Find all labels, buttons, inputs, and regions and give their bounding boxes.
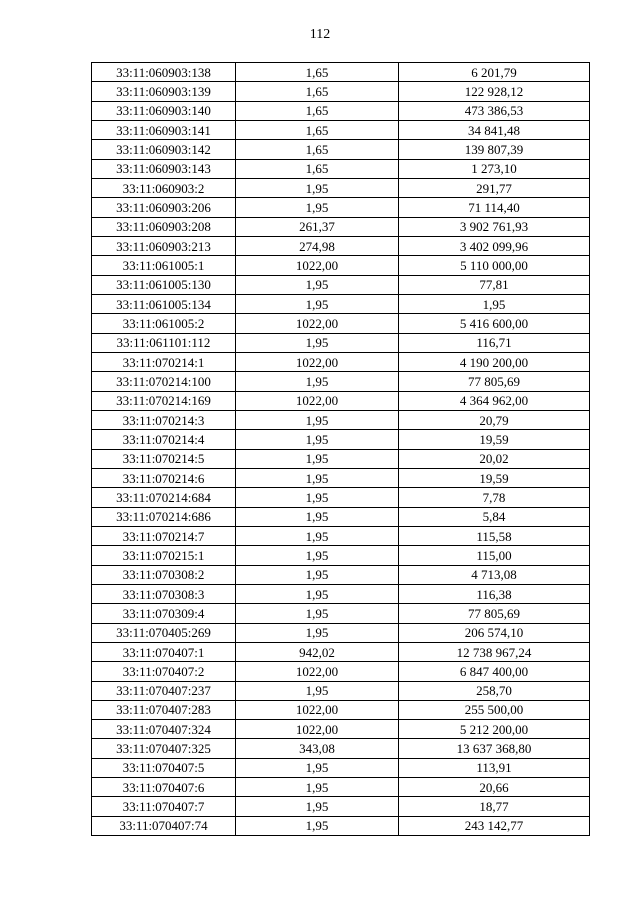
rate-cell: 1,65	[236, 82, 399, 101]
rate-cell: 261,37	[236, 217, 399, 236]
table-row	[92, 449, 590, 468]
value-cell: 34 841,48	[399, 120, 590, 139]
table-row	[92, 623, 590, 642]
rate-cell: 1022,00	[236, 314, 399, 333]
cadastral-number-cell: 33:11:060903:140	[92, 101, 236, 120]
value-cell: 20,66	[399, 778, 590, 797]
rate-cell: 1022,00	[236, 720, 399, 739]
cadastral-number-cell: 33:11:060903:143	[92, 159, 236, 178]
rate-cell: 1,95	[236, 623, 399, 642]
rate-cell: 1,95	[236, 294, 399, 313]
value-cell: 77 805,69	[399, 604, 590, 623]
cadastral-number-cell: 33:11:061005:134	[92, 294, 236, 313]
value-cell: 3 902 761,93	[399, 217, 590, 236]
value-cell: 19,59	[399, 468, 590, 487]
table-body	[92, 63, 590, 836]
value-cell: 6 847 400,00	[399, 662, 590, 681]
value-cell: 1,95	[399, 294, 590, 313]
page-number: 112	[309, 27, 331, 42]
value-cell: 116,38	[399, 584, 590, 603]
cadastral-number-cell: 33:11:060903:208	[92, 217, 236, 236]
value-cell: 116,71	[399, 333, 590, 352]
rate-cell: 1,95	[236, 430, 399, 449]
table-row	[92, 720, 590, 739]
rate-cell: 942,02	[236, 642, 399, 661]
value-cell: 1 273,10	[399, 159, 590, 178]
rate-cell: 1,95	[236, 797, 399, 816]
cadastral-number-cell: 33:11:070214:4	[92, 430, 236, 449]
cadastral-number-cell: 33:11:060903:142	[92, 140, 236, 159]
cadastral-number-cell: 33:11:070407:74	[92, 816, 236, 835]
value-cell: 255 500,00	[399, 700, 590, 719]
rate-cell: 1,95	[236, 778, 399, 797]
value-cell: 19,59	[399, 430, 590, 449]
cadastral-number-cell: 33:11:061101:112	[92, 333, 236, 352]
rate-cell: 1022,00	[236, 700, 399, 719]
rate-cell: 1,65	[236, 101, 399, 120]
cadastral-number-cell: 33:11:070308:2	[92, 565, 236, 584]
table-row	[92, 816, 590, 835]
rate-cell: 1,95	[236, 333, 399, 352]
table-row	[92, 526, 590, 545]
value-cell: 139 807,39	[399, 140, 590, 159]
table-row	[92, 140, 590, 159]
table-row	[92, 82, 590, 101]
table-row	[92, 797, 590, 816]
cadastral-number-cell: 33:11:070407:7	[92, 797, 236, 816]
table-row	[92, 101, 590, 120]
value-cell: 71 114,40	[399, 198, 590, 217]
table-row	[92, 410, 590, 429]
rate-cell: 1022,00	[236, 391, 399, 410]
value-cell: 77 805,69	[399, 372, 590, 391]
rate-cell: 1,95	[236, 565, 399, 584]
cadastral-number-cell: 33:11:070214:6	[92, 468, 236, 487]
table-row	[92, 275, 590, 294]
cadastral-number-cell: 33:11:070407:283	[92, 700, 236, 719]
cadastral-number-cell: 33:11:070407:6	[92, 778, 236, 797]
rate-cell: 343,08	[236, 739, 399, 758]
cadastral-number-cell: 33:11:070309:4	[92, 604, 236, 623]
value-cell: 122 928,12	[399, 82, 590, 101]
value-cell: 4 190 200,00	[399, 352, 590, 371]
cadastral-number-cell: 33:11:070214:686	[92, 507, 236, 526]
table-row	[92, 642, 590, 661]
rate-cell: 1,95	[236, 178, 399, 197]
cadastral-number-cell: 33:11:070214:5	[92, 449, 236, 468]
rate-cell: 1,95	[236, 198, 399, 217]
table-row	[92, 256, 590, 275]
rate-cell: 1022,00	[236, 662, 399, 681]
rate-cell: 1,65	[236, 120, 399, 139]
value-cell: 5 110 000,00	[399, 256, 590, 275]
rate-cell: 1,95	[236, 410, 399, 429]
cadastral-number-cell: 33:11:070405:269	[92, 623, 236, 642]
table-row	[92, 507, 590, 526]
rate-cell: 274,98	[236, 236, 399, 255]
rate-cell: 1,95	[236, 604, 399, 623]
cadastral-number-cell: 33:11:070407:237	[92, 681, 236, 700]
table-row	[92, 159, 590, 178]
rate-cell: 1,65	[236, 63, 399, 82]
table-row	[92, 198, 590, 217]
cadastral-number-cell: 33:11:060903:141	[92, 120, 236, 139]
rate-cell: 1,95	[236, 275, 399, 294]
value-cell: 473 386,53	[399, 101, 590, 120]
value-cell: 18,77	[399, 797, 590, 816]
cadastral-number-cell: 33:11:060903:213	[92, 236, 236, 255]
rate-cell: 1,95	[236, 488, 399, 507]
value-cell: 12 738 967,24	[399, 642, 590, 661]
value-cell: 243 142,77	[399, 816, 590, 835]
cadastral-number-cell: 33:11:070214:3	[92, 410, 236, 429]
rate-cell: 1,95	[236, 526, 399, 545]
cadastral-number-cell: 33:11:060903:139	[92, 82, 236, 101]
table-row	[92, 294, 590, 313]
table-row	[92, 778, 590, 797]
rate-cell: 1022,00	[236, 352, 399, 371]
table-row	[92, 546, 590, 565]
rate-cell: 1022,00	[236, 256, 399, 275]
table-row	[92, 63, 590, 82]
rate-cell: 1,95	[236, 681, 399, 700]
table-row	[92, 391, 590, 410]
value-cell: 113,91	[399, 758, 590, 777]
cadastral-value-table	[91, 62, 590, 836]
value-cell: 6 201,79	[399, 63, 590, 82]
table-row	[92, 584, 590, 603]
table-row	[92, 352, 590, 371]
value-cell: 20,79	[399, 410, 590, 429]
table-row	[92, 662, 590, 681]
value-cell: 115,00	[399, 546, 590, 565]
table-row	[92, 178, 590, 197]
value-cell: 5 416 600,00	[399, 314, 590, 333]
cadastral-number-cell: 33:11:060903:206	[92, 198, 236, 217]
value-cell: 206 574,10	[399, 623, 590, 642]
value-cell: 5,84	[399, 507, 590, 526]
cadastral-number-cell: 33:11:070407:2	[92, 662, 236, 681]
table-row	[92, 372, 590, 391]
cadastral-number-cell: 33:11:070407:324	[92, 720, 236, 739]
table-row	[92, 488, 590, 507]
table-row	[92, 236, 590, 255]
rate-cell: 1,95	[236, 468, 399, 487]
cadastral-number-cell: 33:11:070214:684	[92, 488, 236, 507]
table-row	[92, 468, 590, 487]
rate-cell: 1,95	[236, 584, 399, 603]
rate-cell: 1,95	[236, 372, 399, 391]
value-cell: 77,81	[399, 275, 590, 294]
rate-cell: 1,65	[236, 159, 399, 178]
value-cell: 258,70	[399, 681, 590, 700]
rate-cell: 1,95	[236, 507, 399, 526]
table-row	[92, 120, 590, 139]
rate-cell: 1,95	[236, 816, 399, 835]
value-cell: 5 212 200,00	[399, 720, 590, 739]
cadastral-number-cell: 33:11:070215:1	[92, 546, 236, 565]
cadastral-number-cell: 33:11:070407:1	[92, 642, 236, 661]
rate-cell: 1,95	[236, 449, 399, 468]
cadastral-number-cell: 33:11:070407:5	[92, 758, 236, 777]
table-row	[92, 430, 590, 449]
table-row	[92, 565, 590, 584]
value-cell: 20,02	[399, 449, 590, 468]
rate-cell: 1,65	[236, 140, 399, 159]
cadastral-number-cell: 33:11:070214:1	[92, 352, 236, 371]
table-row	[92, 314, 590, 333]
cadastral-number-cell: 33:11:061005:2	[92, 314, 236, 333]
value-cell: 115,58	[399, 526, 590, 545]
table-row	[92, 758, 590, 777]
table-row	[92, 217, 590, 236]
cadastral-number-cell: 33:11:070214:169	[92, 391, 236, 410]
cadastral-number-cell: 33:11:070214:7	[92, 526, 236, 545]
cadastral-number-cell: 33:11:060903:138	[92, 63, 236, 82]
cadastral-number-cell: 33:11:060903:2	[92, 178, 236, 197]
value-cell: 291,77	[399, 178, 590, 197]
value-cell: 4 364 962,00	[399, 391, 590, 410]
table-row	[92, 333, 590, 352]
table-row	[92, 604, 590, 623]
table-row	[92, 681, 590, 700]
cadastral-number-cell: 33:11:061005:130	[92, 275, 236, 294]
value-cell: 7,78	[399, 488, 590, 507]
cadastral-number-cell: 33:11:070214:100	[92, 372, 236, 391]
value-cell: 13 637 368,80	[399, 739, 590, 758]
cadastral-number-cell: 33:11:061005:1	[92, 256, 236, 275]
value-cell: 3 402 099,96	[399, 236, 590, 255]
table-row	[92, 739, 590, 758]
rate-cell: 1,95	[236, 546, 399, 565]
cadastral-number-cell: 33:11:070407:325	[92, 739, 236, 758]
rate-cell: 1,95	[236, 758, 399, 777]
table-row	[92, 700, 590, 719]
value-cell: 4 713,08	[399, 565, 590, 584]
cadastral-number-cell: 33:11:070308:3	[92, 584, 236, 603]
